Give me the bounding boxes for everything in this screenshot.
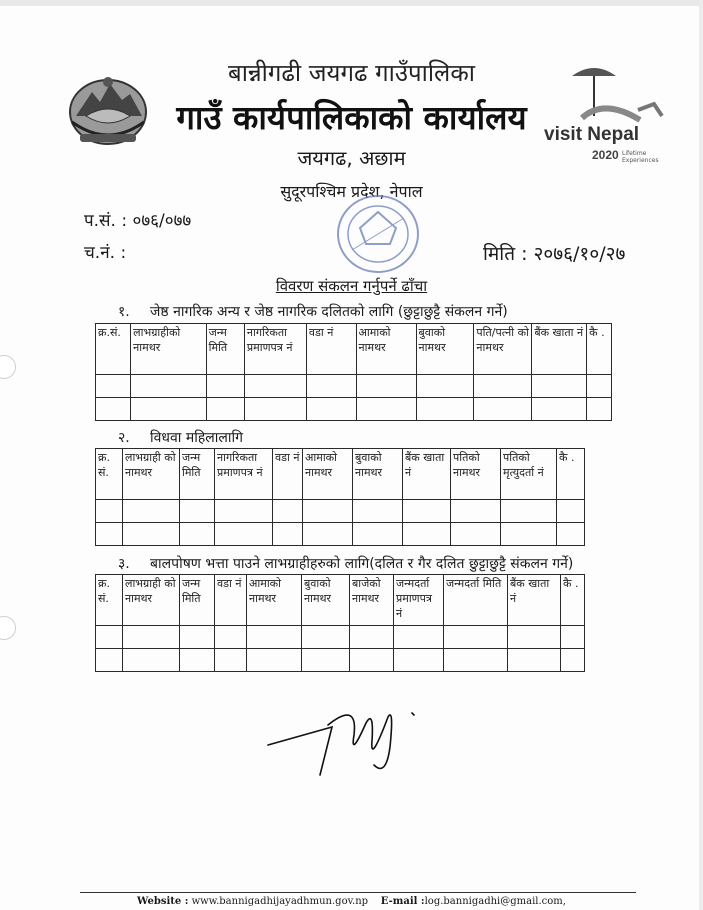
empty-cell [180,523,215,546]
table-header-cell: कै . [557,449,585,500]
empty-cell [131,398,206,421]
table-header-cell: नागरिकता प्रमाणपत्र नं [244,324,306,375]
section-title: विधवा महिलालागि [150,430,244,446]
office-name: गाउँ कार्यपालिकाको कार्यालय [176,98,527,137]
table-header-cell: आमाको नामथर [356,324,416,375]
empty-cell [215,649,247,672]
table-row [96,398,612,421]
table-header-cell: जन्मदर्ता प्रमाणपत्र नं [394,575,444,626]
empty-cell [394,649,444,672]
section-number: २. [118,430,130,446]
table-header-cell: लाभग्राहीको नामथर [131,324,206,375]
table-row [96,649,585,672]
section-number: १. [118,304,130,320]
table-header-cell: पतिको मृत्युदर्ता नं [501,449,557,500]
table-header-cell: जन्म मिति [180,449,215,500]
empty-cell [206,375,244,398]
empty-cell [123,626,180,649]
empty-cell [123,523,180,546]
table-row [96,500,585,523]
logo-year: 2020 [592,148,619,162]
empty-cell [353,500,403,523]
empty-cell [303,523,353,546]
table-header-cell: वडा नं [215,575,247,626]
empty-cell [273,523,303,546]
table-header-cell: बैंक खाता नं [403,449,451,500]
empty-cell [215,500,273,523]
office-seal-stamp [330,188,426,280]
empty-cell [451,500,501,523]
table-header-cell: वडा नं [306,324,356,375]
table-header-cell: वडा नं [273,449,303,500]
section-number: ३. [118,556,130,572]
visit-nepal-text: visit Nepal [544,124,640,145]
table-header-cell: लाभग्राही को नामथर [123,575,180,626]
table-header-cell: जन्मदर्ता मिति [444,575,508,626]
website-label: Website : [137,896,189,907]
empty-cell [180,626,215,649]
section-title: बालपोषण भत्ता पाउने लाभग्राहीहरुको लागि(दलित र गैर दलित छुट्टाछुट्टै संकलन गर्ने) [150,556,574,572]
section-title: जेष्ठ नागरिक अन्य र जेष्ठ नागरिक दलितको लागि (छुट्टाछुट्टै संकलन गर्ने) [150,304,508,320]
empty-cell [273,500,303,523]
municipality-name: बान्नीगढी जयगढ गाउँपालिका [228,59,475,87]
table-header-cell: बुवाको नामथर [302,575,350,626]
empty-cell [474,398,532,421]
footer-divider [80,892,636,893]
office-location: जयगढ, अछाम [297,146,406,170]
empty-cell [96,500,123,523]
empty-cell [96,398,131,421]
empty-cell [123,649,180,672]
beneficiary-table-child-nutrition [95,574,585,672]
empty-cell [557,523,585,546]
empty-cell [244,375,306,398]
empty-cell [416,398,474,421]
table-header-cell: बैंक खाता नं [508,575,561,626]
punch-hole [0,616,16,640]
dispatch-number: च.नं. : [84,243,127,263]
table-header-cell: बुवाको नामथर [353,449,403,500]
table-header-cell: जन्म मिति [206,324,244,375]
table-header-cell: आमाको नामथर [247,575,302,626]
empty-cell [416,375,474,398]
empty-cell [451,523,501,546]
empty-cell [474,375,532,398]
empty-cell [96,375,131,398]
empty-cell [302,626,350,649]
table-header-cell: बुवाको नामथर [416,324,474,375]
table-row [96,375,612,398]
empty-cell [303,500,353,523]
table-header-cell: क्र. सं. [96,449,123,500]
empty-cell [350,649,394,672]
empty-cell [561,626,585,649]
empty-cell [206,398,244,421]
table-header-cell: आमाको नामथर [303,449,353,500]
empty-cell [356,398,416,421]
empty-cell [96,523,123,546]
table-header-cell: बाजेको नामथर [350,575,394,626]
table-row [96,523,585,546]
empty-cell [403,523,451,546]
empty-cell [532,398,587,421]
signature [262,695,442,785]
empty-cell [247,626,302,649]
table-header-cell: बैंक खाता नं [532,324,587,375]
empty-cell [444,649,508,672]
empty-cell [501,523,557,546]
empty-cell [302,649,350,672]
empty-cell [353,523,403,546]
empty-cell [508,626,561,649]
email-link[interactable]: log.bannigadhi@gmail.com, [424,896,566,907]
empty-cell [180,649,215,672]
empty-cell [350,626,394,649]
table-header-cell: कै . [561,575,585,626]
scan-edge [0,0,703,6]
table-header-cell: कै . [587,324,612,375]
logo-tagline: Lifetime Experiences [622,150,659,164]
empty-cell [131,375,206,398]
empty-cell [247,649,302,672]
empty-cell [587,375,612,398]
table-header-cell: लाभग्राही को नामथर [123,449,180,500]
empty-cell [96,626,123,649]
empty-cell [557,500,585,523]
empty-cell [180,500,215,523]
form-title: विवरण संकलन गर्नुपर्ने ढाँचा [275,277,428,295]
table-header-cell: क्र. सं. [96,575,123,626]
empty-cell [306,375,356,398]
table-header-cell: पतिको नामथर [451,449,501,500]
table-header-cell: जन्म मिति [180,575,215,626]
reference-number: प.सं. : ०७६/०७७ [84,211,192,231]
beneficiary-table-widow [95,448,585,546]
empty-cell [394,626,444,649]
empty-cell [244,398,306,421]
beneficiary-table-senior [95,323,612,421]
empty-cell [306,398,356,421]
empty-cell [215,523,273,546]
website-link[interactable]: www.bannigadhijayadhmun.gov.np [191,896,369,907]
table-header-cell: क्र.सं. [96,324,131,375]
empty-cell [501,500,557,523]
empty-cell [561,649,585,672]
empty-cell [356,375,416,398]
empty-cell [123,500,180,523]
empty-cell [215,626,247,649]
table-header-cell: पति/पत्नी को नामथर [474,324,532,375]
empty-cell [96,649,123,672]
province-name: सुदूरपश्चिम प्रदेश, नेपाल [280,182,423,201]
empty-cell [532,375,587,398]
letter-date: मिति : २०७६/१०/२७ [483,243,626,265]
empty-cell [444,626,508,649]
footer-contact [0,896,703,907]
punch-hole [0,355,16,379]
empty-cell [587,398,612,421]
email-label: E-mail : [380,896,425,907]
table-row [96,626,585,649]
empty-cell [508,649,561,672]
table-header-cell: नागरिकता प्रमाणपत्र नं [215,449,273,500]
empty-cell [403,500,451,523]
